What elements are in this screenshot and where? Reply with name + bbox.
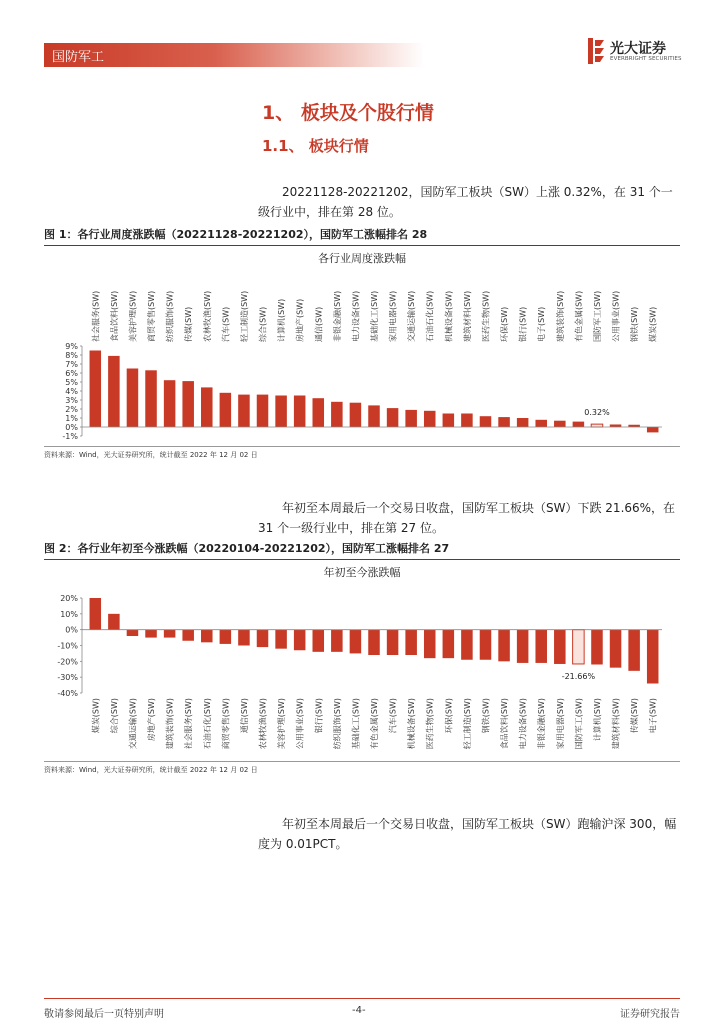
y-tick-label: -10% bbox=[57, 641, 78, 651]
bar bbox=[108, 356, 120, 427]
bar bbox=[145, 370, 157, 427]
category-label: 有色金属(SW) bbox=[370, 698, 379, 750]
category-label: 石油石化(SW) bbox=[425, 290, 435, 342]
y-tick-label: -40% bbox=[57, 689, 78, 698]
category-label: 家用电器(SW) bbox=[555, 698, 565, 750]
y-tick-label: 0% bbox=[65, 423, 78, 432]
paragraph-ytd: 年初至本周最后一个交易日收盘，国防军工板块（SW）下跌 21.66%，在 31 个一级行业中，排在第 27 位。 bbox=[258, 501, 676, 535]
section-tab-label: 国防军工 bbox=[52, 50, 105, 65]
bar bbox=[145, 630, 157, 638]
bar bbox=[517, 418, 529, 427]
category-label: 非银金融(SW) bbox=[537, 698, 547, 750]
page-number: -4- bbox=[352, 1005, 366, 1016]
category-label: 煤炭(SW) bbox=[648, 306, 658, 342]
category-label: 电子(SW) bbox=[648, 698, 658, 734]
bar bbox=[498, 417, 510, 427]
figure-2-chart bbox=[44, 558, 680, 760]
category-label: 国防军工(SW) bbox=[592, 290, 602, 342]
category-label: 医药生物(SW) bbox=[481, 290, 491, 342]
figure-1-title: 图 1：各行业周度涨跌幅（20221128-20221202），国防军工涨幅排名 28 bbox=[44, 226, 680, 246]
bar bbox=[498, 630, 510, 662]
category-label: 纺织服饰(SW) bbox=[165, 290, 175, 342]
category-label: 汽车(SW) bbox=[388, 698, 398, 734]
bar bbox=[331, 402, 343, 427]
category-label: 医药生物(SW) bbox=[425, 698, 435, 750]
bar bbox=[405, 410, 417, 427]
logo-cn-text: 光大证券 bbox=[610, 41, 666, 57]
bar bbox=[480, 416, 492, 427]
bar bbox=[127, 369, 139, 428]
category-label: 汽车(SW) bbox=[221, 306, 231, 342]
category-label: 农林牧渔(SW) bbox=[202, 290, 212, 342]
bar bbox=[164, 630, 176, 638]
category-label: 机械设备(SW) bbox=[407, 698, 417, 750]
category-label: 美容护理(SW) bbox=[277, 698, 287, 750]
bar bbox=[647, 427, 659, 432]
category-label: 交通运输(SW) bbox=[128, 698, 138, 750]
footer-report-type: 证券研究报告 bbox=[620, 1009, 680, 1020]
bar bbox=[461, 414, 473, 428]
bar bbox=[387, 630, 399, 655]
category-label: 建筑材料(SW) bbox=[462, 290, 472, 342]
bar bbox=[480, 630, 492, 660]
category-label: 传媒(SW) bbox=[630, 698, 640, 734]
section-tab bbox=[44, 43, 424, 67]
category-label: 美容护理(SW) bbox=[128, 290, 138, 342]
bar bbox=[220, 393, 232, 427]
chart-title: 年初至今涨跌幅 bbox=[323, 566, 401, 579]
category-label: 商贸零售(SW) bbox=[147, 290, 157, 342]
category-label: 国防军工(SW) bbox=[574, 698, 584, 750]
bar bbox=[424, 411, 436, 427]
category-label: 公用事业(SW) bbox=[611, 290, 621, 342]
figure-2-title: 图 2：各行业年初至今涨跌幅（20220104-20221202），国防军工涨幅排名 27 bbox=[44, 540, 680, 560]
bar bbox=[238, 630, 250, 646]
page-footer bbox=[44, 998, 680, 1020]
bar bbox=[573, 422, 585, 427]
category-label: 钢铁(SW) bbox=[481, 698, 491, 734]
bar bbox=[461, 630, 473, 660]
bar bbox=[517, 630, 529, 663]
y-tick-label: 3% bbox=[65, 396, 78, 405]
category-label: 环保(SW) bbox=[444, 698, 454, 734]
bar bbox=[312, 398, 324, 427]
heading-1: 1、 板块及个股行情 bbox=[262, 102, 434, 124]
bar bbox=[350, 630, 362, 654]
category-label: 通信(SW) bbox=[314, 306, 324, 342]
bar bbox=[405, 630, 417, 655]
bar bbox=[312, 630, 324, 652]
category-label: 建筑装饰(SW) bbox=[555, 290, 565, 342]
bar bbox=[368, 630, 380, 655]
y-tick-label: 4% bbox=[65, 387, 78, 396]
bar bbox=[628, 630, 640, 671]
bar bbox=[368, 405, 380, 427]
weekly-change-bar-chart bbox=[44, 244, 680, 446]
figure-1-source: 资料来源：Wind，光大证券研究所，统计截至 2022 年 12 月 02 日 bbox=[44, 446, 680, 460]
category-label: 轻工制造(SW) bbox=[239, 290, 249, 342]
bar bbox=[164, 380, 176, 427]
bar bbox=[257, 395, 269, 427]
y-tick-label: -1% bbox=[62, 432, 78, 441]
category-label: 基础化工(SW) bbox=[370, 290, 379, 342]
bar bbox=[182, 630, 194, 641]
category-label: 非银金融(SW) bbox=[332, 290, 342, 342]
y-tick-label: 2% bbox=[65, 405, 78, 414]
y-tick-label: 1% bbox=[65, 414, 78, 423]
y-tick-label: 0% bbox=[65, 625, 78, 635]
category-label: 石油石化(SW) bbox=[202, 698, 212, 750]
bar bbox=[610, 630, 622, 668]
bar bbox=[591, 630, 603, 665]
y-tick-label: 6% bbox=[65, 369, 78, 378]
brand-logo bbox=[586, 36, 686, 70]
paragraph-relative: 年初至本周最后一个交易日收盘，国防军工板块（SW）跑输沪深 300，幅度为 0.01PCT。 bbox=[258, 817, 677, 851]
category-label: 有色金属(SW) bbox=[574, 290, 584, 342]
category-label: 电力设备(SW) bbox=[518, 698, 528, 750]
bar bbox=[294, 630, 306, 651]
bar bbox=[90, 351, 102, 428]
bar bbox=[647, 630, 659, 684]
footer-disclaimer: 敬请参阅最后一页特别声明 bbox=[44, 1009, 164, 1020]
bar bbox=[350, 403, 362, 427]
everbright-logo-icon bbox=[586, 38, 606, 64]
category-label: 基础化工(SW) bbox=[351, 698, 361, 750]
category-label: 建筑材料(SW) bbox=[611, 698, 621, 750]
category-label: 综合(SW) bbox=[109, 698, 119, 734]
category-label: 房地产(SW) bbox=[147, 698, 157, 742]
logo-en-text: EVERBRIGHT SECURITIES bbox=[610, 56, 682, 62]
bar bbox=[182, 381, 194, 427]
category-label: 家用电器(SW) bbox=[388, 290, 398, 342]
category-label: 公用事业(SW) bbox=[295, 698, 305, 750]
category-label: 银行(SW) bbox=[314, 698, 324, 734]
category-label: 社会服务(SW) bbox=[91, 290, 101, 342]
y-tick-label: 20% bbox=[60, 594, 78, 603]
category-label: 电子(SW) bbox=[537, 306, 547, 342]
category-label: 计算机(SW) bbox=[592, 698, 602, 742]
bar bbox=[201, 630, 213, 643]
bar-highlight bbox=[573, 630, 585, 664]
category-label: 轻工制造(SW) bbox=[462, 698, 472, 750]
bar bbox=[535, 630, 547, 663]
bar bbox=[90, 598, 102, 630]
y-tick-label: 5% bbox=[65, 378, 78, 387]
category-label: 煤炭(SW) bbox=[91, 698, 101, 734]
category-label: 食品饮料(SW) bbox=[500, 698, 510, 750]
bar bbox=[554, 630, 566, 664]
figure-2-source: 资料来源：Wind，光大证券研究所，统计截至 2022 年 12 月 02 日 bbox=[44, 761, 680, 775]
highlight-value-label: 0.32% bbox=[584, 408, 610, 417]
paragraph-weekly: 20221128-20221202，国防军工板块（SW）上涨 0.32%，在 31 个一级行业中，排在第 28 位。 bbox=[258, 185, 673, 219]
category-label: 建筑装饰(SW) bbox=[165, 698, 175, 750]
bar bbox=[424, 630, 436, 659]
highlight-value-label: -21.66% bbox=[561, 672, 596, 681]
bar bbox=[535, 420, 547, 427]
bar bbox=[443, 630, 455, 659]
bar bbox=[554, 421, 566, 427]
category-label: 商贸零售(SW) bbox=[221, 698, 231, 750]
y-tick-label: 7% bbox=[65, 360, 78, 369]
chart-title: 各行业周度涨跌幅 bbox=[318, 252, 406, 265]
y-tick-label: 10% bbox=[60, 609, 78, 619]
bar bbox=[220, 630, 232, 644]
category-label: 食品饮料(SW) bbox=[109, 290, 119, 342]
category-label: 银行(SW) bbox=[518, 306, 528, 342]
bar bbox=[443, 414, 455, 428]
y-tick-label: -30% bbox=[57, 673, 78, 683]
category-label: 纺织服饰(SW) bbox=[332, 698, 342, 750]
ytd-change-bar-chart bbox=[44, 558, 680, 760]
y-tick-label: -20% bbox=[57, 657, 78, 667]
bar-highlight bbox=[591, 424, 603, 427]
heading-2: 1.1、 板块行情 bbox=[262, 137, 369, 155]
category-label: 通信(SW) bbox=[239, 698, 249, 734]
bar bbox=[127, 630, 139, 636]
category-label: 电力设备(SW) bbox=[351, 290, 361, 342]
bar bbox=[238, 395, 250, 427]
figure-1-chart bbox=[44, 244, 680, 446]
category-label: 交通运输(SW) bbox=[407, 290, 417, 342]
category-label: 环保(SW) bbox=[500, 306, 510, 342]
category-label: 综合(SW) bbox=[258, 306, 268, 342]
bar bbox=[201, 387, 213, 427]
y-tick-label: 9% bbox=[65, 342, 78, 351]
category-label: 房地产(SW) bbox=[295, 298, 305, 342]
category-label: 农林牧渔(SW) bbox=[258, 698, 268, 750]
y-tick-label: 8% bbox=[65, 351, 78, 360]
bar bbox=[331, 630, 343, 652]
bar bbox=[108, 614, 120, 630]
category-label: 传媒(SW) bbox=[184, 306, 194, 342]
bar bbox=[275, 396, 287, 428]
category-label: 计算机(SW) bbox=[277, 298, 287, 342]
category-label: 社会服务(SW) bbox=[184, 698, 194, 750]
bar bbox=[387, 408, 399, 427]
category-label: 机械设备(SW) bbox=[444, 290, 454, 342]
bar bbox=[275, 630, 287, 649]
bar bbox=[294, 396, 306, 428]
bar bbox=[257, 630, 269, 647]
category-label: 钢铁(SW) bbox=[630, 306, 640, 342]
